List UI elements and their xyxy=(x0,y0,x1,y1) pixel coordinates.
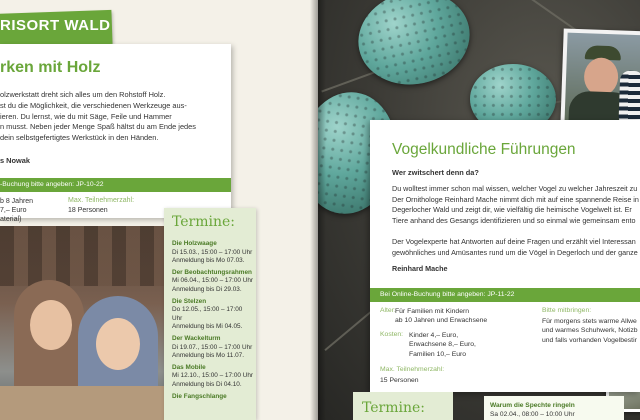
date-item-time: Mi 06.04., 15:00 – 17:00 Uhr xyxy=(172,277,254,285)
date-item-deadline: Anmeldung bis Mo 11.07. xyxy=(172,352,244,360)
date-item-name: Der Wackelturm xyxy=(172,334,221,342)
age-label: Alter: xyxy=(380,307,396,314)
egg xyxy=(350,0,479,95)
dates-title: Termine: xyxy=(362,400,425,416)
left-page xyxy=(0,0,318,420)
date-item-name: Die Stelzen xyxy=(172,297,207,305)
birdwatch-title: Vogelkundliche Führungen xyxy=(392,141,576,158)
date-item-name: Warum die Spechte ringeln xyxy=(490,402,575,409)
date-item xyxy=(172,393,254,402)
date-item xyxy=(172,269,254,295)
date-item xyxy=(172,335,254,361)
age-value: Für Familien mit Kindern ab 10 Jahren und Erwachsene xyxy=(395,308,488,325)
birdwatch-author: Reinhard Mache xyxy=(392,264,448,273)
date-item-name: Der Beobachtungsrahmen xyxy=(172,268,252,276)
date-item-time: Di 15.03., 15:00 – 17:00 Uhr xyxy=(172,248,253,256)
booking-code-bar: -Buchung bitte angeben: JP-10-22 xyxy=(0,178,231,192)
date-item xyxy=(172,364,254,390)
date-item-deadline: Anmeldung bis Di 04.10. xyxy=(172,380,242,388)
date-item-time: Do 12.05., 15:00 – 17:00 Uhr xyxy=(172,306,243,322)
date-item-deadline: Anmeldung bis Mo 07.03. xyxy=(172,257,245,265)
dates-list xyxy=(172,240,254,404)
bring-value: Für morgens stets warme Allwe und warmes Schuhwerk, Notizb und falls vorhanden Vogelbestir xyxy=(542,318,638,344)
max-participants-label: Max. Teilnehmerzahl: xyxy=(68,197,135,204)
age-cost-info: b 8 Jahren 7,– Euro aterial) xyxy=(0,198,34,223)
date-item xyxy=(172,298,254,332)
workshop-description: olzwerkstatt dreht sich alles um den Rohstoff Holz. st du die Möglichkeit, die verschiedenen Werkzeuge aus- ieren. Du lernst, wie du mit Säge, Feile und Hammer n musst. Neben jeder Menge Spaß hältst du am Ende jedes dein selbstgefertigtes Werkstück in den Händen. xyxy=(0,90,196,143)
page-gutter xyxy=(310,0,326,420)
max-participants-label: Max. Teilnehmerzahl: xyxy=(380,366,445,373)
date-item-name: Das Mobile xyxy=(172,363,206,371)
date-item-deadline: Anmeldung bis Di 29.03. xyxy=(172,285,242,293)
bring-label: Bitte mitbringen: xyxy=(542,307,592,314)
birdwatch-booking-bar xyxy=(370,288,640,302)
birdwatch-description: Du wolltest immer schon mal wissen, welcher Vogel zu welcher Jahreszeit zu Der Ornithologe Reinhard Mache nimmt dich mit auf eine spannende Reise in Degerlocher Wald und zeigt dir, wie vielfältig die heimische Vogelwelt ist. Er Tiere anhand des Gesangs identifizieren und so einmal wie gemeinsam ento Der Vogelexperte hat Antworten auf deine Fragen und erzählt viel Interessan gewöhnliches und Amüsantes rund um die Vögel in Degerloch und der ganze xyxy=(392,184,639,257)
date-item-time: Mi 12.10., 15:00 – 17:00 Uhr xyxy=(172,372,254,380)
ornithologist-photo xyxy=(560,28,640,131)
date-item-name: Die Fangschlange xyxy=(172,392,227,400)
dates-title: Termine: xyxy=(172,214,235,230)
section-banner-text: RISORT WALD xyxy=(0,17,111,34)
date-item xyxy=(172,240,254,266)
date-item-time: Sa 02.04., 08:00 – 10:00 Uhr xyxy=(490,411,575,418)
date-item-name: Die Holzwaage xyxy=(172,240,217,247)
workshop-title: rken mit Holz xyxy=(0,59,101,76)
booking-code-text: Bei Online-Buchung bitte angeben: JP-11-22 xyxy=(380,291,515,298)
cost-label: Kosten: xyxy=(380,331,404,338)
birdwatch-subtitle: Wer zwitschert denn da? xyxy=(392,168,479,177)
date-item-time: Di 19.07., 15:00 – 17:00 Uhr xyxy=(172,343,253,351)
children-workshop-photo xyxy=(0,226,190,420)
workshop-author: s Nowak xyxy=(0,156,30,165)
date-item-deadline: Anmeldung bis Mi 04.05. xyxy=(172,323,243,331)
max-participants-value: 18 Personen xyxy=(68,207,108,214)
max-participants-value: 15 Personen xyxy=(380,377,419,384)
cost-value: Kinder 4,– Euro, Erwachsene 8,– Euro, Familien 10,– Euro xyxy=(409,332,476,358)
